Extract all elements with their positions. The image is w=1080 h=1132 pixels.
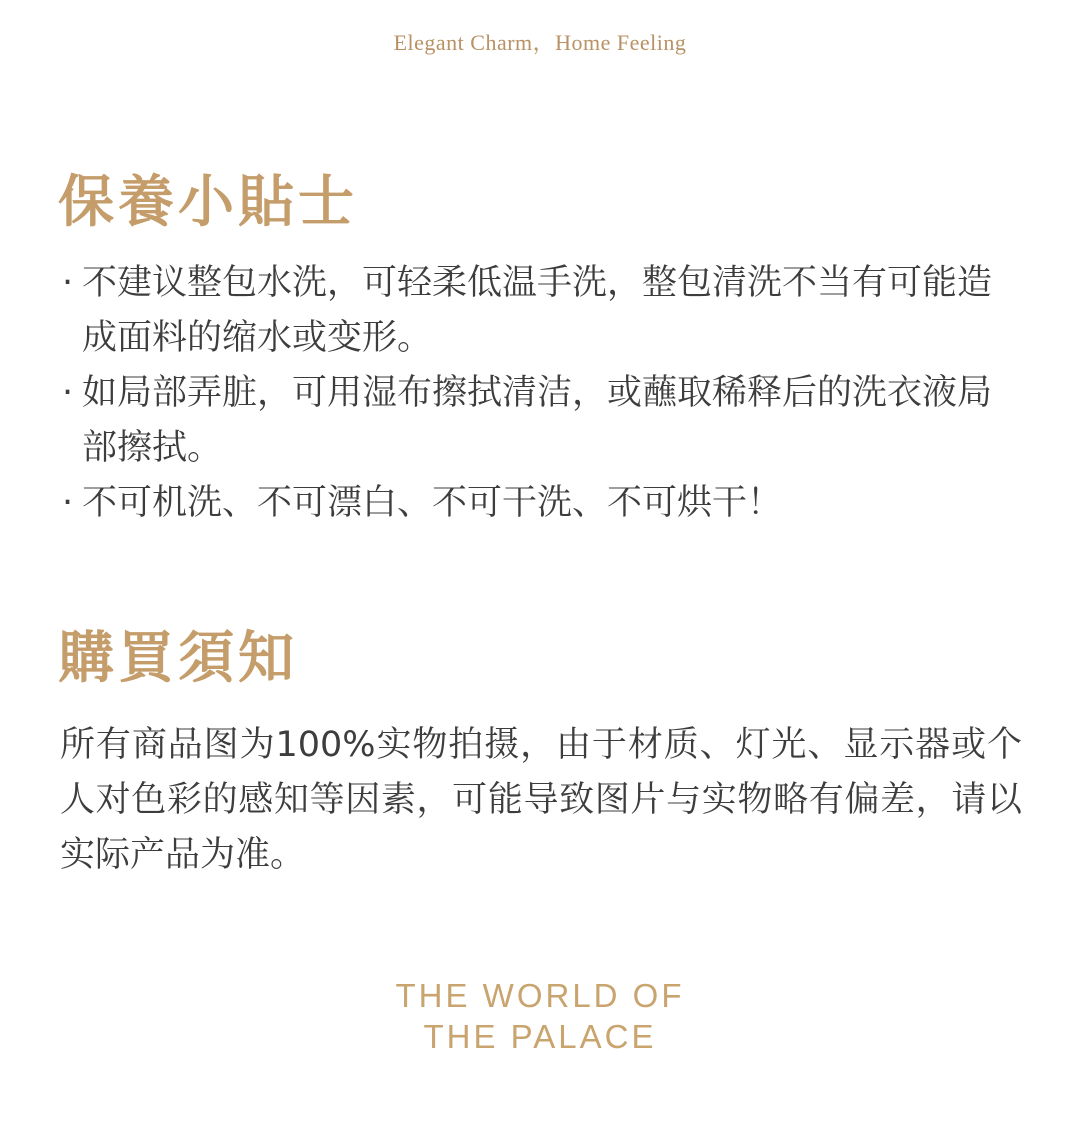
bullet: ·: [62, 373, 74, 413]
list-item: [62, 366, 1022, 476]
brand-wordmark: [0, 975, 1080, 1057]
purchase-notice-text: 所有商品图为100%实物拍摄，由于材质、灯光、显示器或个人对色彩的感知等因素，可能导致图片与实物略有偏差，请以实际产品为准。: [60, 725, 1022, 875]
brand-line-2: THE PALACE: [423, 1018, 657, 1055]
care-tip-text: 如局部弄脏，可用湿布擦拭清洁，或蘸取稀释后的洗衣液局部擦拭。: [82, 373, 993, 468]
list-item: [62, 256, 1022, 366]
brand-line-1: THE WORLD OF: [395, 977, 685, 1014]
purchase-notice-title: 購買須知: [58, 625, 298, 691]
bullet: ·: [62, 483, 74, 523]
care-tip-text: 不建议整包水洗，可轻柔低温手洗，整包清洗不当有可能造成面料的缩水或变形。: [82, 263, 993, 358]
care-tips-list: [62, 256, 1022, 531]
care-tips-title: 保養小貼士: [58, 169, 358, 235]
list-item: [62, 476, 1022, 531]
care-tip-text: 不可机洗、不可漂白、不可干洗、不可烘干！: [82, 483, 783, 523]
bullet: ·: [62, 263, 74, 303]
header-tagline: Elegant Charm，Home Feeling: [393, 30, 687, 55]
